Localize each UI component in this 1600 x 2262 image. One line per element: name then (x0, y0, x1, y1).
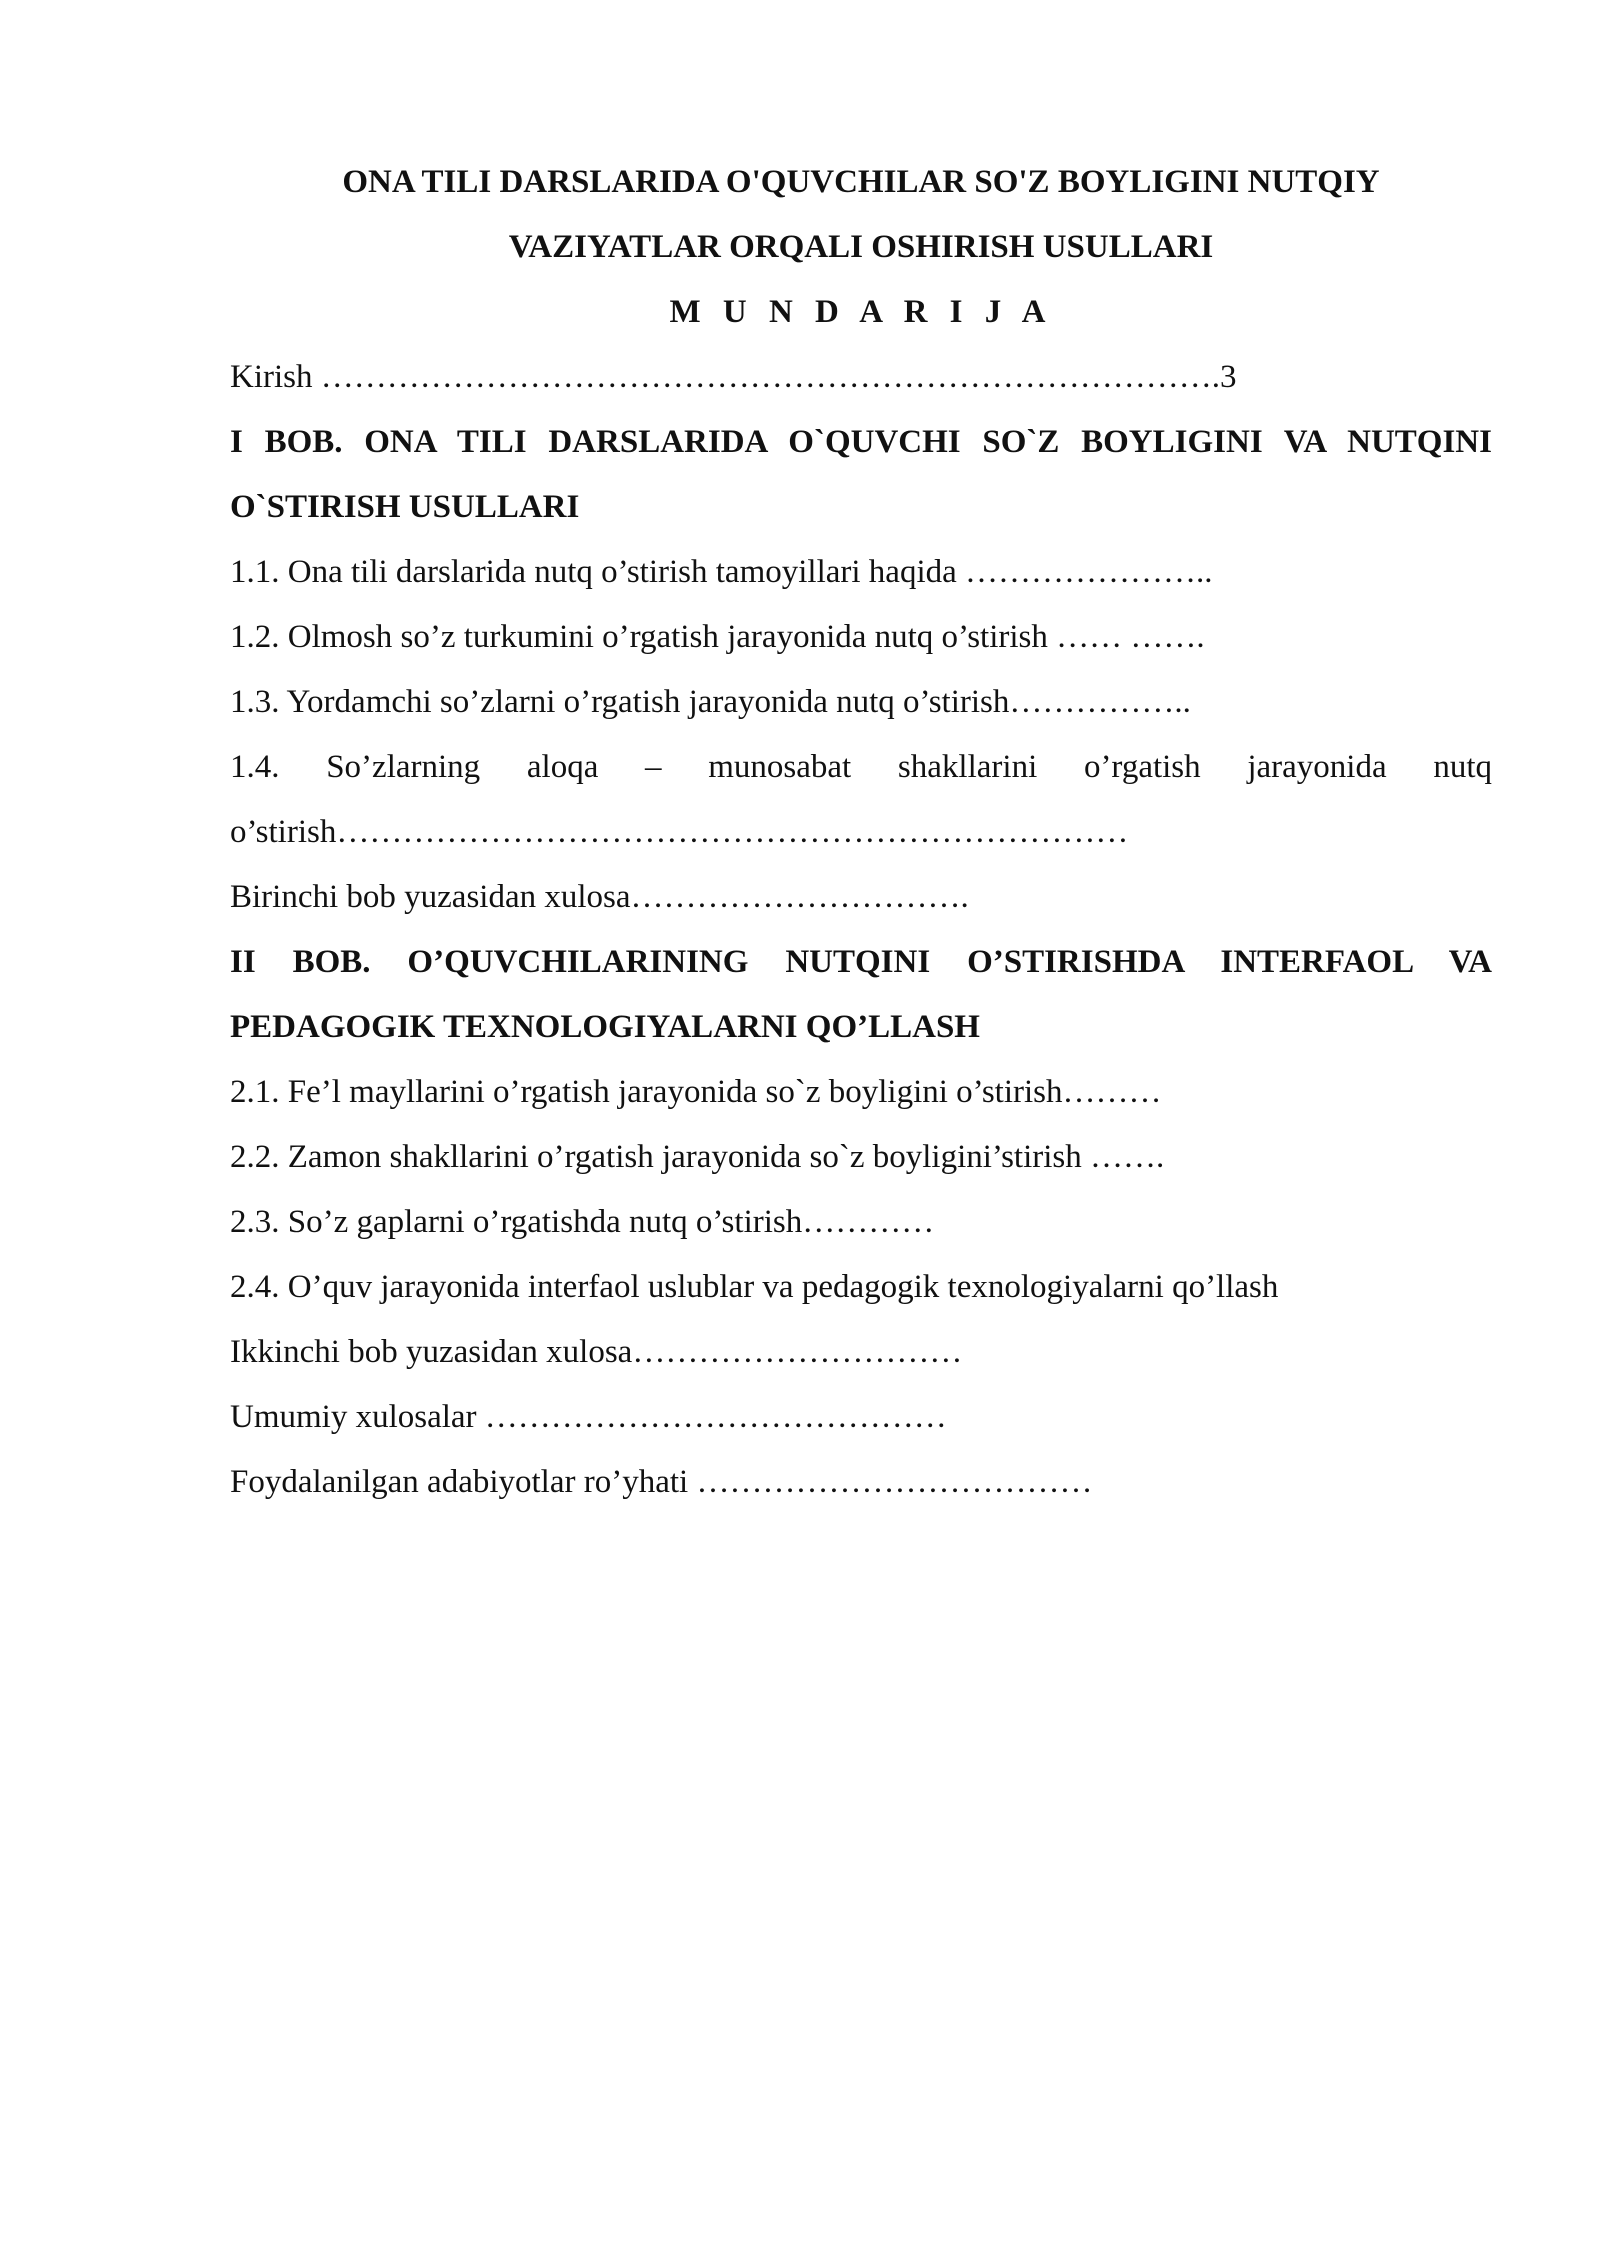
toc-entry-2-4: 2.4. O’quv jarayonida interfaol uslublar va pedagogik texnologiyalarni qo’llash (230, 1269, 1279, 1305)
toc-entry-1-4: 1.4. So’zlarning aloqa – munosabat shakllarini o’rgatish jarayonida nutq o’stirish……………………………………………………………… (230, 749, 1492, 850)
toc-entry-2-3: 2.3. So’z gaplarni o’rgatishda nutq o’stirish………… (230, 1204, 935, 1240)
document-title-line-2: VAZIYATLAR ORQALI OSHIRISH USULLARI (508, 229, 1214, 265)
toc-entry-general-conclusions: Umumiy xulosalar …………………………………… (230, 1399, 947, 1435)
document-page (230, 150, 1492, 1515)
document-title-line-1: ONA TILI DARSLARIDA O'QUVCHILAR SO'Z BOYLIGINI NUTQIY (342, 164, 1380, 200)
toc-entry-conclusion-2: Ikkinchi bob yuzasidan xulosa………………………… (230, 1334, 963, 1370)
toc-entry-intro: Kirish ……………………………………………………………………….3 (230, 359, 1237, 395)
toc-entry-2-2: 2.2. Zamon shakllarini o’rgatish jarayonida so`z boyligini’stirish ……. (230, 1139, 1165, 1175)
toc-chapter-1-heading: I BOB. ONA TILI DARSLARIDA O`QUVCHI SO`Z BOYLIGINI VA NUTQINI O`STIRISH USULLARI (230, 424, 1492, 525)
toc-entry-1-1: 1.1. Ona tili darslarida nutq o’stirish tamoyillari haqida ………………….. (230, 554, 1213, 590)
toc-chapter-2-heading: II BOB. O’QUVCHILARINING NUTQINI O’STIRISHDA INTERFAOL VA PEDAGOGIK TEXNOLOGIYALARNI QO’LLASH (230, 944, 1492, 1045)
toc-entry-1-3: 1.3. Yordamchi so’zlarni o’rgatish jarayonida nutq o’stirish…………….. (230, 684, 1191, 720)
toc-entry-1-2: 1.2. Olmosh so’z turkumini o’rgatish jarayonida nutq o’stirish …… ……. (230, 619, 1205, 655)
toc-entry-references: Foydalanilgan adabiyotlar ro’yhati ……………………………… (230, 1464, 1093, 1500)
toc-entry-conclusion-1: Birinchi bob yuzasidan xulosa…………………………. (230, 879, 969, 915)
toc-heading: M U N D A R I J A (669, 294, 1053, 330)
toc-entry-2-1: 2.1. Fe’l mayllarini o’rgatish jarayonida so`z boyligini o’stirish……… (230, 1074, 1162, 1110)
